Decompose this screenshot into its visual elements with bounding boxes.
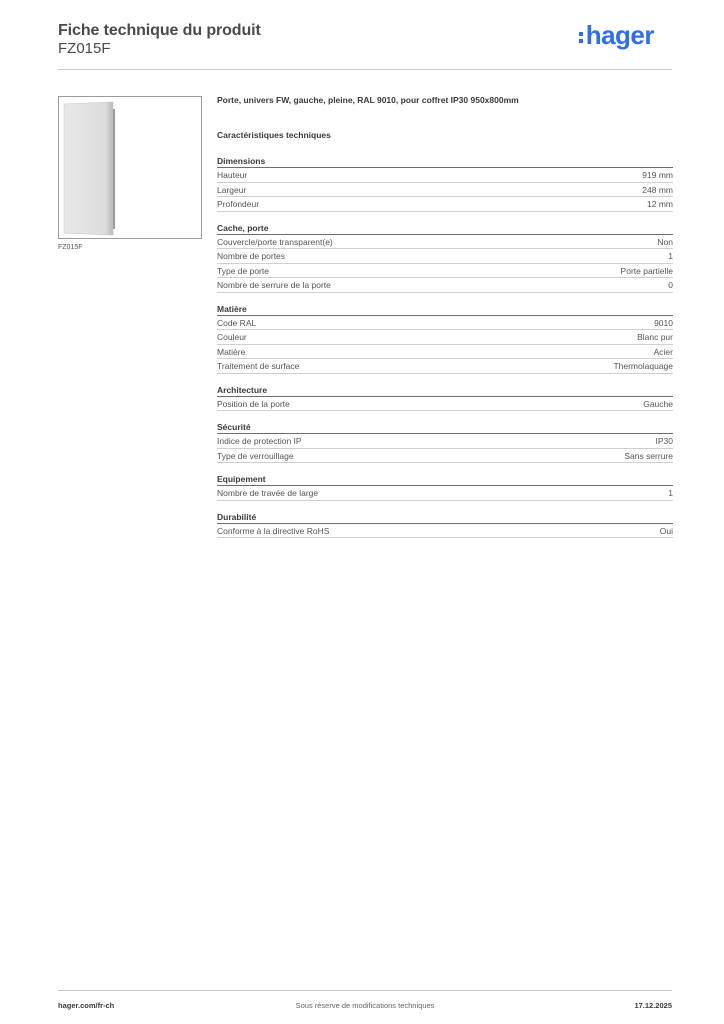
spec-label: Matière xyxy=(217,346,246,357)
spec-value: 12 mm xyxy=(647,199,673,209)
footer-notice: Sous réserve de modifications techniques xyxy=(295,1001,435,1010)
spec-value: Non xyxy=(657,236,673,247)
spec-row xyxy=(217,249,673,264)
spec-label: Traitement de surface xyxy=(217,361,300,371)
spec-group-title: Durabilité xyxy=(217,511,673,524)
spec-label: Type de porte xyxy=(217,265,269,276)
spec-value: 0 xyxy=(668,280,673,290)
spec-row xyxy=(217,264,673,279)
spec-label: Largeur xyxy=(217,184,247,195)
spec-value: Blanc pur xyxy=(637,332,673,342)
spec-group xyxy=(217,303,673,374)
spec-label: Nombre de serrure de la porte xyxy=(217,280,331,290)
spec-value: Thermolaquage xyxy=(613,361,673,371)
spec-row xyxy=(217,330,673,345)
spec-row xyxy=(217,345,673,360)
spec-label: Position de la porte xyxy=(217,398,290,409)
spec-value: IP30 xyxy=(655,436,673,446)
spec-label: Profondeur xyxy=(217,199,260,209)
spec-row xyxy=(217,359,673,374)
footer-date: 17.12.2025 xyxy=(634,1001,672,1010)
spec-group xyxy=(217,511,673,539)
spec-label: Couvercle/porte transparent(e) xyxy=(217,236,333,247)
spec-label: Conforme à la directive RoHS xyxy=(217,525,330,536)
spec-group xyxy=(217,473,673,501)
spec-value: Oui xyxy=(659,525,673,536)
spec-label: Code RAL xyxy=(217,317,257,328)
spec-row xyxy=(217,183,673,198)
spec-group-title: Dimensions xyxy=(217,155,673,168)
logo-dots-icon xyxy=(579,32,583,43)
spec-group-title: Equipement xyxy=(217,473,673,486)
spec-group xyxy=(217,222,673,293)
spec-group xyxy=(217,155,673,212)
spec-value: 248 mm xyxy=(642,184,673,195)
spec-group xyxy=(217,384,673,412)
product-image xyxy=(58,96,202,239)
door-panel-icon xyxy=(63,101,117,237)
spec-group-title: Sécurité xyxy=(217,421,673,434)
spec-value: 9010 xyxy=(654,317,673,328)
spec-value: Porte partielle xyxy=(620,265,673,276)
image-caption: FZ015F xyxy=(58,244,83,251)
spec-sheet xyxy=(217,95,673,548)
spec-label: Type de verrouillage xyxy=(217,450,294,461)
product-reference: FZ015F xyxy=(58,40,111,57)
spec-label: Nombre de portes xyxy=(217,251,286,261)
hager-logo xyxy=(579,20,654,51)
spec-label: Couleur xyxy=(217,332,247,342)
spec-label: Hauteur xyxy=(217,170,248,180)
spec-label: Nombre de travée de large xyxy=(217,488,319,498)
spec-row xyxy=(217,524,673,539)
specs-heading: Caractéristiques techniques xyxy=(217,130,331,140)
spec-row xyxy=(217,168,673,183)
page-header xyxy=(58,20,672,70)
spec-label: Indice de protection IP xyxy=(217,436,302,446)
spec-row xyxy=(217,197,673,212)
spec-value: 1 xyxy=(668,251,673,261)
spec-row xyxy=(217,434,673,449)
spec-row xyxy=(217,316,673,331)
spec-group-title: Matière xyxy=(217,303,673,316)
spec-value: 919 mm xyxy=(642,170,673,180)
spec-row xyxy=(217,449,673,464)
document-title: Fiche technique du produit xyxy=(58,22,261,39)
spec-group xyxy=(217,421,673,463)
product-description: Porte, univers FW, gauche, pleine, RAL 9010, pour coffret IP30 950x800mm xyxy=(217,95,519,105)
spec-group-title: Architecture xyxy=(217,384,673,397)
spec-value: Gauche xyxy=(643,398,673,409)
spec-value: Sans serrure xyxy=(624,450,673,461)
spec-value: Acier xyxy=(653,346,673,357)
spec-group-title: Cache, porte xyxy=(217,222,673,235)
footer-website: hager.com/fr-ch xyxy=(58,1001,115,1010)
spec-row xyxy=(217,486,673,501)
spec-row xyxy=(217,235,673,250)
page-footer xyxy=(58,990,672,1014)
spec-row xyxy=(217,278,673,293)
spec-row xyxy=(217,397,673,412)
spec-value: 1 xyxy=(668,488,673,498)
logo-text: hager xyxy=(585,20,654,50)
spec-groups xyxy=(217,155,673,538)
